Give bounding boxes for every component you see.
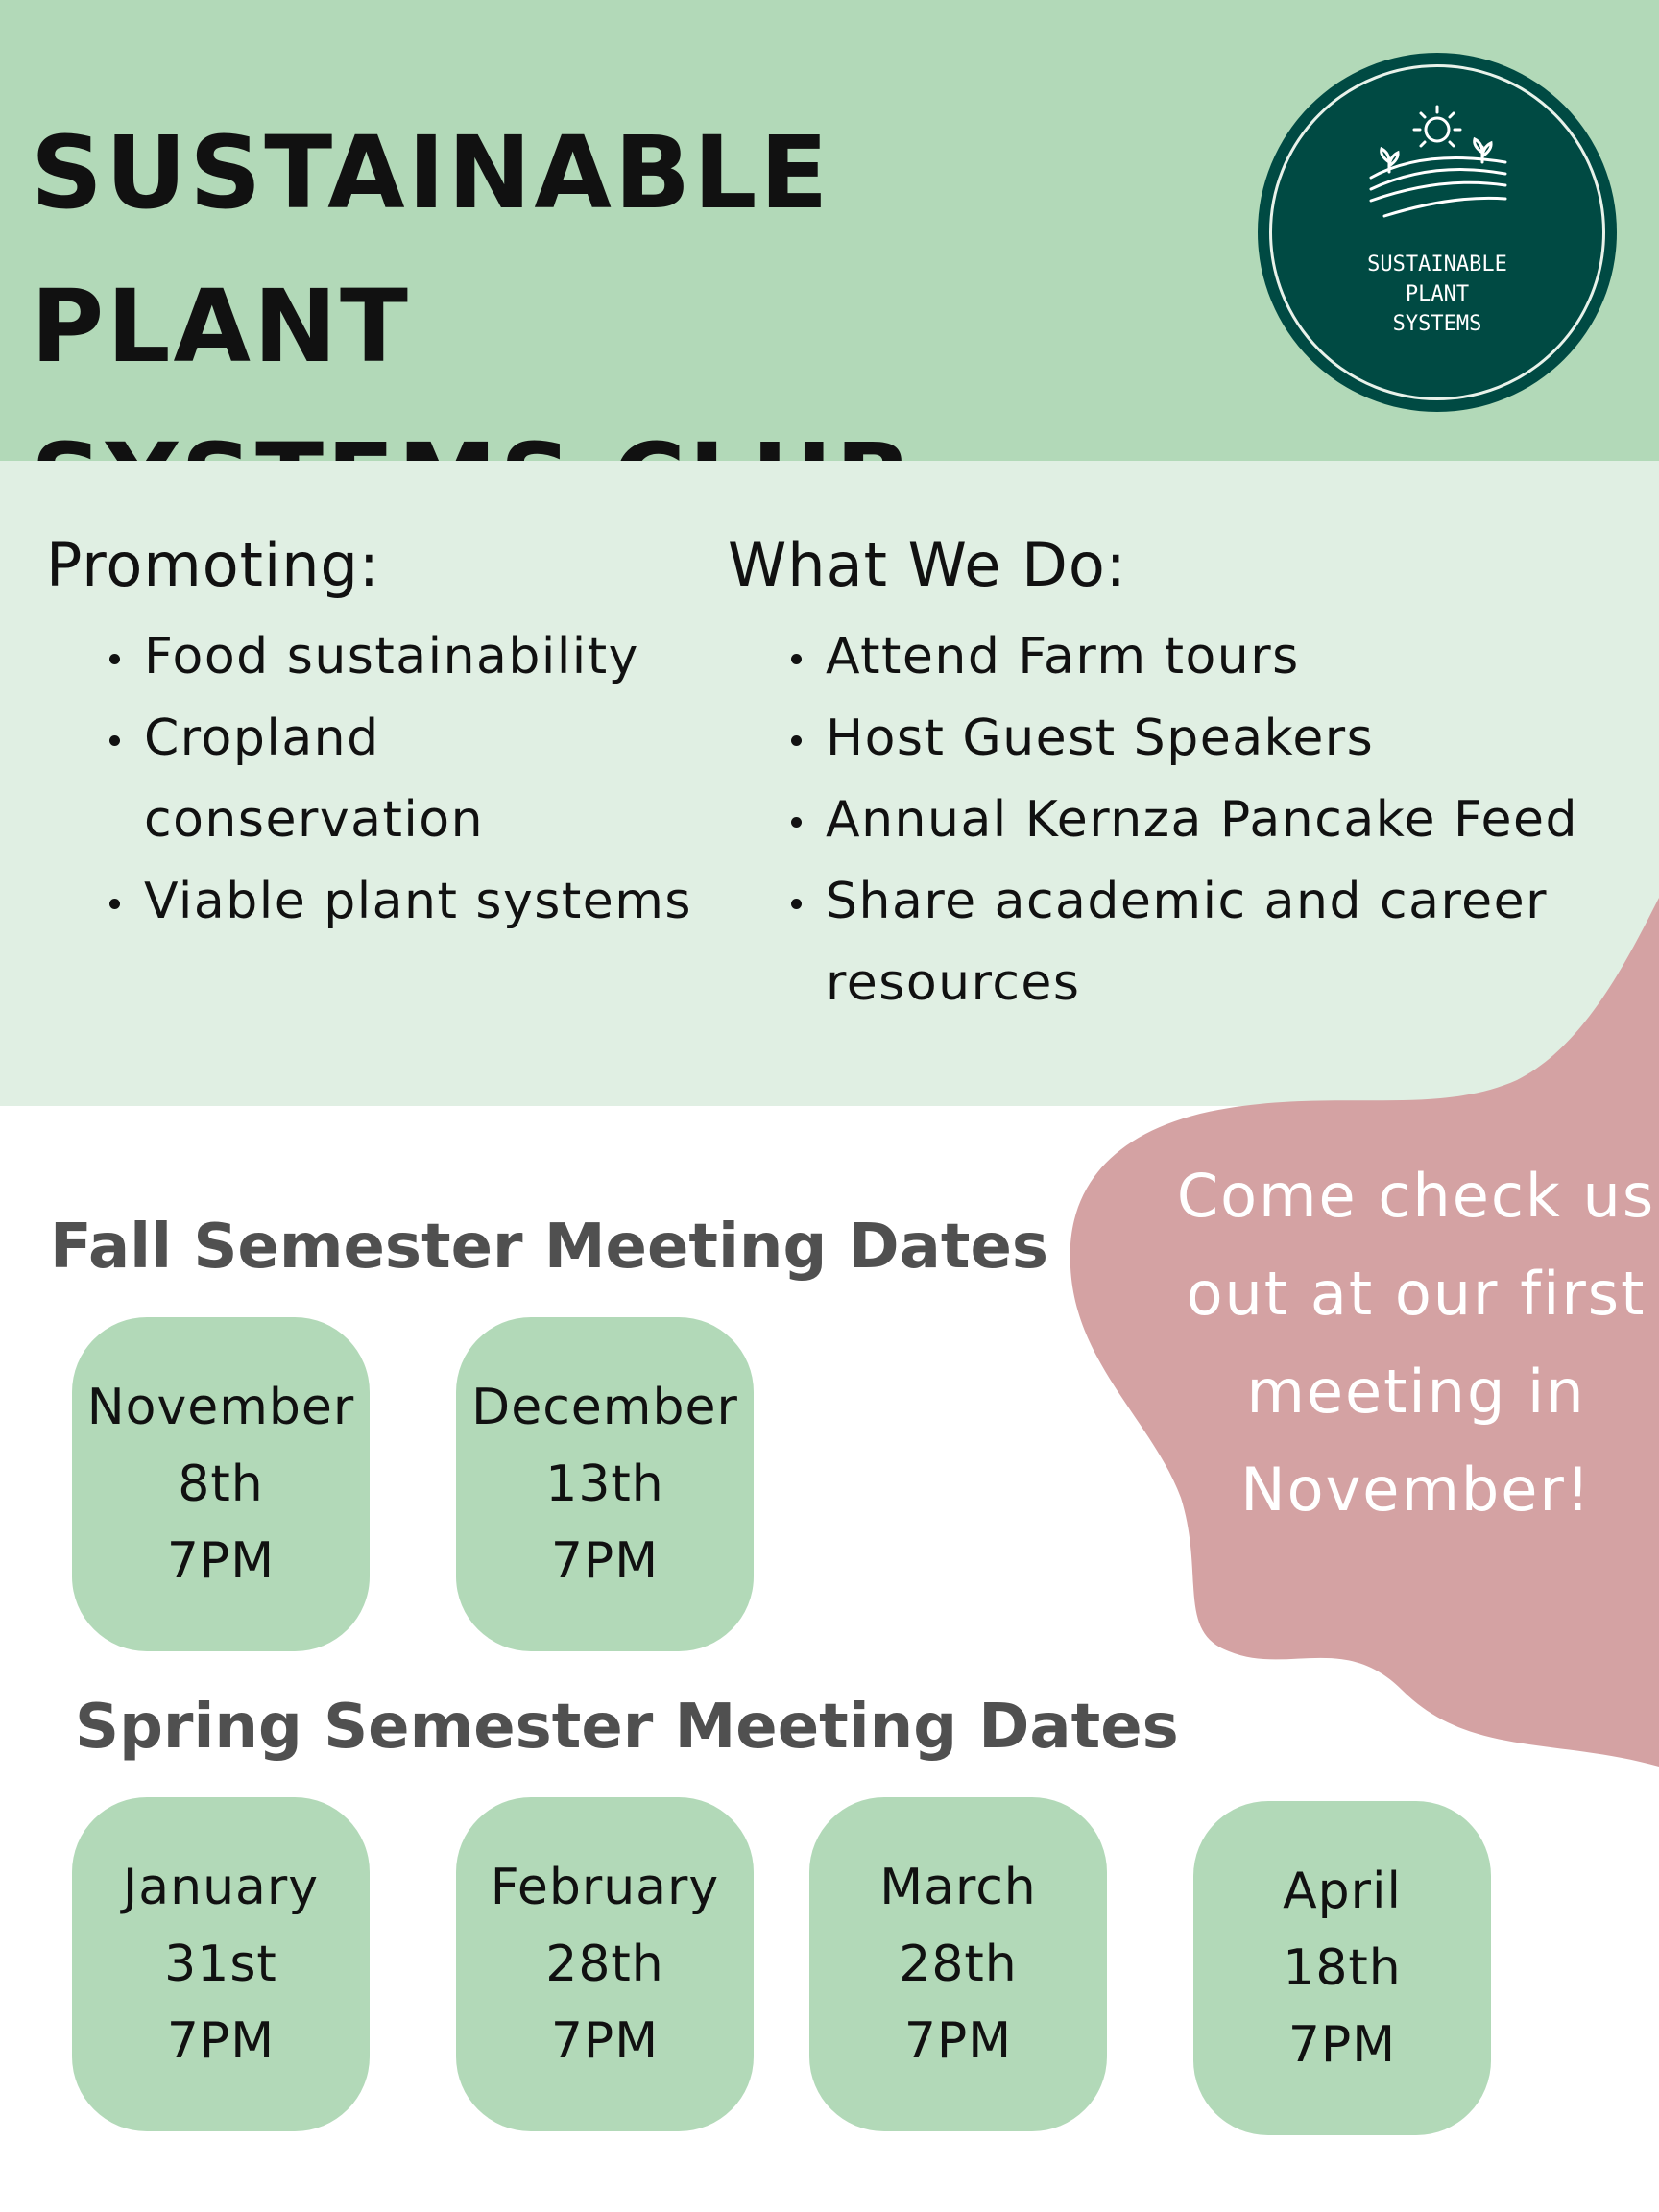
list-item: Annual Kernza Pancake Feed <box>785 780 1630 861</box>
date-card-february <box>456 1797 754 2131</box>
date-month: January <box>122 1859 320 1916</box>
list-item: Share academic and career resources <box>785 861 1613 1024</box>
date-month: December <box>471 1379 738 1436</box>
what-we-do-heading: What We Do: <box>728 530 1127 600</box>
date-month: March <box>879 1859 1037 1916</box>
date-card-march <box>809 1797 1107 2131</box>
date-time: 7PM <box>166 2012 276 2070</box>
callout-line-1: Come check us <box>1176 1161 1656 1231</box>
date-time: 7PM <box>166 1532 276 1590</box>
logo-text-line-3: SYSTEMS <box>1392 312 1482 336</box>
logo-text-line-2: PLANT <box>1405 282 1470 306</box>
date-card-december <box>456 1317 754 1651</box>
date-day: 18th <box>1283 1939 1402 1997</box>
promoting-heading: Promoting: <box>46 530 380 600</box>
list-item: Attend Farm tours <box>785 616 1630 698</box>
date-month: April <box>1283 1863 1402 1920</box>
title-line-1: SUSTAINABLE PLANT <box>31 114 831 385</box>
spring-heading: Spring Semester Meeting Dates <box>75 1692 1179 1763</box>
date-day: 8th <box>178 1455 264 1513</box>
list-item: Host Guest Speakers <box>785 698 1630 780</box>
date-time: 7PM <box>1287 2016 1397 2074</box>
callout-line-4: November! <box>1240 1455 1592 1525</box>
fall-heading: Fall Semester Meeting Dates <box>50 1212 1048 1283</box>
date-time: 7PM <box>550 1532 660 1590</box>
list-item: Cropland conservation <box>104 698 528 861</box>
list-item: Food sustainability <box>104 616 718 698</box>
date-card-january <box>72 1797 370 2131</box>
date-card-april <box>1193 1801 1491 2135</box>
callout-line-2: out at our first <box>1186 1259 1647 1329</box>
logo-text-line-1: SUSTAINABLE <box>1367 252 1507 276</box>
date-day: 13th <box>545 1455 664 1513</box>
date-month: February <box>490 1859 720 1916</box>
date-day: 28th <box>545 1936 664 1993</box>
date-day: 31st <box>164 1936 277 1993</box>
callout-line-3: meeting in <box>1246 1357 1586 1427</box>
date-time: 7PM <box>903 2012 1013 2070</box>
date-day: 28th <box>899 1936 1018 1993</box>
date-time: 7PM <box>550 2012 660 2070</box>
callout-text <box>1162 1147 1659 1539</box>
list-item: Viable plant systems <box>104 861 718 943</box>
date-month: November <box>86 1379 355 1436</box>
date-card-november <box>72 1317 370 1651</box>
